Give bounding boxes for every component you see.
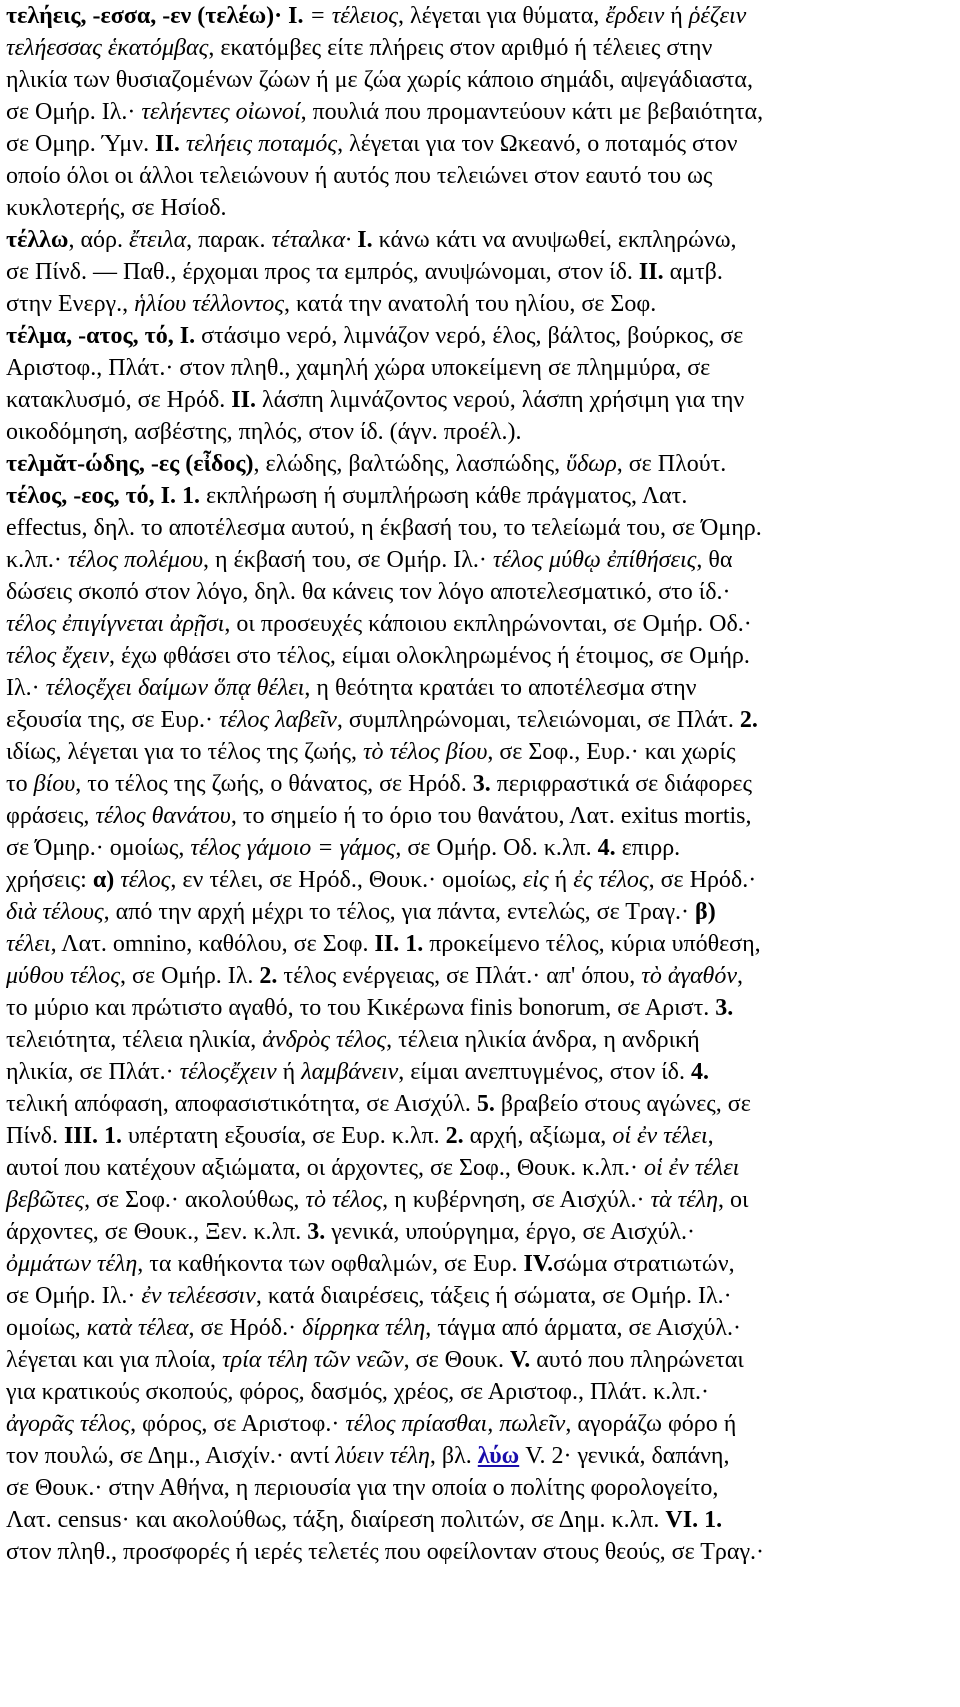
italic-quote: δίρρηκα τέλη: [302, 1315, 426, 1341]
bold-term: 4.: [597, 835, 616, 861]
bold-term: V.: [509, 1347, 531, 1373]
text-run: , οι: [717, 1187, 749, 1213]
text-run: , εν τέλει, σε Ηρόδ., Θουκ.· ομοίως,: [170, 867, 523, 893]
italic-quote: τέλει: [6, 931, 51, 957]
text-run: , σε Ομήρ. Ιλ.: [120, 963, 260, 989]
text-run: κ.λπ.·: [6, 547, 68, 573]
text-run: , το τέλος της ζωής, ο θάνατος, σε Ηρόδ.: [75, 771, 473, 797]
text-line: [6, 352, 960, 384]
text-line: [6, 1216, 960, 1248]
text-line: [6, 96, 960, 128]
text-run: περιφραστικά σε διάφορες: [490, 771, 752, 797]
text-run: εκπλήρωση ή συμπλήρωση κάθε πράγματος, Λατ.: [200, 483, 688, 509]
text-run: , αγοράζω φόρο ή: [565, 1411, 737, 1437]
text-run: , Λατ. omnino, καθόλου, σε Σοφ.: [50, 931, 375, 957]
italic-quote: ἔτειλα: [129, 227, 187, 253]
text-run: , παρακ.: [186, 227, 272, 253]
text-run: άρχοντες, σε Θουκ., Ξεν. κ.λπ.: [6, 1219, 308, 1245]
text-run: , λέγεται για τον Ωκεανό, ο ποταμός στον: [337, 131, 738, 157]
text-run: , σε Ηρόδ.·: [188, 1315, 303, 1341]
text-line: [6, 64, 960, 96]
italic-quote: τέλος θανάτου: [95, 803, 231, 829]
text-run: , τάγμα από άρματα, σε Αισχύλ.·: [425, 1315, 742, 1341]
bold-term: τελήεις, -εσσα, -εν (τελέω)·: [6, 3, 289, 29]
bold-term: 2.: [259, 963, 278, 989]
text-run: , αόρ.: [68, 227, 129, 253]
italic-quote: ὀμμάτων τέλη: [6, 1251, 138, 1277]
text-run: το: [6, 771, 34, 797]
text-run: , το σημείο ή το όριο του θανάτου, Λατ. exitus mortis,: [230, 803, 752, 829]
text-run: επιρρ.: [615, 835, 681, 861]
italic-quote: τελήεις ποταμός: [185, 131, 338, 157]
text-run: V. 2· γενικά, δαπάνη,: [519, 1443, 730, 1469]
italic-quote: τέλοςἔχειν: [179, 1059, 277, 1085]
text-run: , βλ.: [429, 1443, 478, 1469]
italic-quote: τέλος λαβεῖν: [218, 707, 337, 733]
text-line: [6, 32, 960, 64]
text-run: ομοίως,: [6, 1315, 87, 1341]
text-run: , η έκβασή του, σε Ομήρ. Ιλ.·: [202, 547, 493, 573]
text-run: Αριστοφ., Πλάτ.· στον πληθ., χαμηλή χώρα υποκείμενη σε πλημμύρα, σε: [6, 355, 711, 381]
italic-quote: ῥέζειν: [688, 3, 747, 29]
text-run: αυτό που πληρώνεται: [530, 1347, 744, 1373]
text-run: τελειότητα, τέλεια ηλικία,: [6, 1027, 263, 1053]
text-run: κάνω κάτι να ανυψωθεί, εκπληρώνω,: [372, 227, 737, 253]
text-line: [6, 1280, 960, 1312]
text-line: [6, 704, 960, 736]
text-run: , κατά διαιρέσεις, τάξεις ή σώματα, σε Ομήρ. Ιλ.·: [255, 1283, 732, 1309]
text-run: ή: [276, 1059, 302, 1085]
bold-term: ΙΙ.: [155, 131, 180, 157]
text-line: [6, 1088, 960, 1120]
text-run: τέλος ενέργειας, σε Πλάτ.· απ' όπου,: [277, 963, 642, 989]
text-line: [6, 160, 960, 192]
text-run: δώσεις σκοπό στον λόγο, δηλ. θα κάνεις τον λόγο αποτελεσματικό, στο ίδ.·: [6, 579, 731, 605]
text-line: [6, 1312, 960, 1344]
italic-quote: τὸ τέλος: [305, 1187, 383, 1213]
text-line: [6, 960, 960, 992]
text-run: οποίο όλοι οι άλλοι τελειώνουν ή αυτός που τελειώνει στον εαυτό του ως: [6, 163, 713, 189]
italic-quote: τελήεντες οἰωνοί: [141, 99, 301, 125]
text-line: [6, 1024, 960, 1056]
bold-term: IV.: [523, 1251, 554, 1277]
bold-term: β): [695, 899, 716, 925]
text-run: , ελώδης, βαλτώδης, λασπώδης,: [253, 451, 567, 477]
text-run: , είμαι ανεπτυγμένος, στον ίδ.: [398, 1059, 691, 1085]
italic-quote: τέλος ἐπιγίγνεται ἀρῇσι: [6, 611, 225, 637]
bold-term: τέλμα, -ατος, τό, Ι.: [6, 323, 196, 349]
text-run: ,: [736, 963, 743, 989]
text-line: [6, 800, 960, 832]
text-run: ,: [707, 1123, 714, 1149]
bold-term: 3.: [472, 771, 491, 797]
italic-quote: λαμβάνειν: [301, 1059, 399, 1085]
text-run: , φόρος, σε Αριστοφ.·: [130, 1411, 346, 1437]
italic-quote: τέταλκα·: [271, 227, 352, 253]
bold-term: ΙΙ.: [638, 259, 664, 285]
text-line: [6, 896, 960, 928]
italic-quote: λύειν τέλη: [335, 1443, 430, 1469]
bold-term: 2.: [739, 707, 758, 733]
text-run: λάσπη λιμνάζοντος νερού, λάσπη χρήσιμη για την: [255, 387, 745, 413]
italic-quote: τέλος ἔχειν: [6, 643, 109, 669]
italic-quote: τὸ τέλος βίου: [362, 739, 488, 765]
italic-quote: τέλος: [120, 867, 171, 893]
text-run: αμτβ.: [663, 259, 723, 285]
italic-quote: εἰς: [522, 867, 549, 893]
text-line: [6, 416, 960, 448]
text-line: [6, 1504, 960, 1536]
dictionary-entry-text: [6, 0, 960, 1568]
bold-term: 3.: [307, 1219, 326, 1245]
text-line: [6, 1248, 960, 1280]
text-run: κατακλυσμό, σε Ηρόδ.: [6, 387, 232, 413]
text-run: Ιλ.·: [6, 675, 46, 701]
text-run: τελική απόφαση, αποφασιστικότητα, σε Αισχύλ.: [6, 1091, 477, 1117]
text-run: σε Θουκ.· στην Αθήνα, η περιουσία για την οποία ο πολίτης φορολογείτο,: [6, 1475, 719, 1501]
bold-term: ΙΙ. 1.: [374, 931, 424, 957]
italic-quote: οἱ ἐν τέλει: [643, 1155, 740, 1181]
bold-term: τέλος, -εος, τό, Ι. 1.: [6, 483, 201, 509]
text-run: , έχω φθάσει στο τέλος, είμαι ολοκληρωμένος ή έτοιμος, σε Ομήρ.: [108, 643, 750, 669]
text-run: αρχή, αξίωμα,: [463, 1123, 613, 1149]
italic-quote: ἐν τελέεσσιν: [141, 1283, 256, 1309]
text-line: [6, 928, 960, 960]
text-line: [6, 608, 960, 640]
italic-quote: ἀγορᾶς τέλος: [6, 1411, 131, 1437]
italic-quote: διὰ τέλους: [6, 899, 104, 925]
text-line: [6, 1408, 960, 1440]
text-run: σε Πίνδ. — Παθ., έρχομαι προς τα εμπρός, ανυψώνομαι, στον ίδ.: [6, 259, 639, 285]
text-run: , πουλιά που προμαντεύουν κάτι με βεβαιότητα,: [300, 99, 764, 125]
text-run: σε Ομήρ. Ιλ.·: [6, 1283, 142, 1309]
italic-quote: ἔρδειν: [605, 3, 665, 29]
text-line: [6, 672, 960, 704]
text-run: , κατά την ανατολή του ηλίου, σε Σοφ.: [283, 291, 657, 317]
text-line: [6, 1056, 960, 1088]
text-run: λέγεται και για πλοία,: [6, 1347, 222, 1373]
bold-term: Ι.: [357, 227, 373, 253]
text-line: [6, 288, 960, 320]
text-run: προκείμενο τέλος, κύρια υπόθεση,: [423, 931, 761, 957]
italic-quote: τὸ ἀγαθόν: [641, 963, 737, 989]
text-line: [6, 320, 960, 352]
text-line: [6, 128, 960, 160]
text-run: σε Ομηρ. Ύμν.: [6, 131, 156, 157]
text-run: στον πληθ., προσφορές ή ιερές τελετές που οφείλονταν στους θεούς, σε Τραγ.·: [6, 1539, 765, 1565]
text-run: ή: [548, 867, 574, 893]
text-line: [6, 832, 960, 864]
text-run: , συμπληρώνομαι, τελειώνομαι, σε Πλάτ.: [336, 707, 740, 733]
text-run: Πίνδ.: [6, 1123, 64, 1149]
text-run: τον πουλώ, σε Δημ., Αισχίν.· αντί: [6, 1443, 336, 1469]
text-line: [6, 1152, 960, 1184]
bold-term: 4.: [690, 1059, 709, 1085]
text-run: , θα: [696, 547, 733, 573]
text-line: [6, 640, 960, 672]
italic-quote: οἱ ἐν τέλει: [612, 1123, 708, 1149]
bold-term: 3.: [715, 995, 734, 1021]
italic-quote: ὕδωρ: [566, 451, 617, 477]
text-line: [6, 480, 960, 512]
bold-term: VI. 1.: [665, 1507, 723, 1533]
text-run: , από την αρχή μέχρι το τέλος, για πάντα, εντελώς, σε Τραγ.·: [103, 899, 696, 925]
cross-reference-link[interactable]: λύω: [477, 1443, 520, 1469]
text-run: οικοδόμηση, ασβέστης, πηλός, στον ίδ. (άγν. προέλ.).: [6, 419, 522, 445]
italic-quote: τρία τέλη τῶν νεῶν: [222, 1347, 404, 1373]
text-line: [6, 256, 960, 288]
text-run: , εκατόμβες είτε πλήρεις στον αριθμό ή τέλειες στην: [208, 35, 713, 61]
text-run: , σε Ηρόδ.·: [648, 867, 757, 893]
text-line: [6, 768, 960, 800]
italic-quote: τέλος γάμοιο = γάμος: [190, 835, 396, 861]
text-line: [6, 1376, 960, 1408]
italic-quote: ἡλίου τέλλοντος: [134, 291, 284, 317]
text-line: [6, 864, 960, 896]
bold-term: 5.: [476, 1091, 495, 1117]
italic-quote: βίου: [33, 771, 76, 797]
text-run: σε Όμηρ.· ομοίως,: [6, 835, 191, 861]
text-run: εξουσία της, σε Ευρ.·: [6, 707, 219, 733]
text-run: , η θεότητα κρατάει το αποτέλεσμα στην: [304, 675, 697, 701]
italic-quote: = τέλειος: [303, 3, 399, 29]
text-run: ιδίως, λέγεται για το τέλος της ζωής,: [6, 739, 363, 765]
italic-quote: ἀνδρὸς τέλος: [262, 1027, 387, 1053]
text-run: ηλικία των θυσιαζομένων ζώων ή με ζώα χωρίς κάποιο σημάδι, αψεγάδιαστα,: [6, 67, 753, 93]
text-line: [6, 1344, 960, 1376]
text-run: υπέρτατη εξουσία, σε Ευρ. κ.λπ.: [121, 1123, 446, 1149]
text-line: [6, 1440, 960, 1472]
text-run: χρήσεις:: [6, 867, 93, 893]
text-line: [6, 1536, 960, 1568]
text-line: [6, 576, 960, 608]
text-run: , σε Σοφ.· ακολούθως,: [84, 1187, 306, 1213]
bold-term: ΙΙΙ. 1.: [63, 1123, 122, 1149]
text-run: , σε Θουκ.: [403, 1347, 510, 1373]
text-run: , λέγεται για θύματα,: [398, 3, 606, 29]
italic-quote: τελήεσσας ἑκατόμβας: [6, 35, 209, 61]
text-line: [6, 384, 960, 416]
bold-term: ΙΙ.: [231, 387, 256, 413]
text-run: , τέλεια ηλικία άνδρα, η ανδρική: [386, 1027, 700, 1053]
italic-quote: τέλος μύθῳ ἐπίθήσεις: [492, 547, 697, 573]
text-run: , οι προσευχές κάποιου εκπληρώνονται, σε Ομήρ. Οδ.·: [224, 611, 752, 637]
text-line: [6, 0, 960, 32]
italic-quote: τὰ τέλη: [650, 1187, 718, 1213]
text-line: [6, 224, 960, 256]
text-line: [6, 1472, 960, 1504]
italic-quote: τέλος πολέμου: [67, 547, 203, 573]
bold-term: τελμᾰτ-ώδης, -ες (εἶδος): [6, 451, 254, 477]
text-run: ή: [664, 3, 689, 29]
text-run: στην Ενεργ.,: [6, 291, 135, 317]
text-run: , σε Ομήρ. Οδ. κ.λπ.: [395, 835, 598, 861]
text-line: [6, 448, 960, 480]
text-line: [6, 544, 960, 576]
italic-quote: μύθου τέλος: [6, 963, 121, 989]
italic-quote: ἐς τέλος: [573, 867, 649, 893]
text-run: , η κυβέρνηση, σε Αισχύλ.·: [382, 1187, 651, 1213]
text-run: , σε Σοφ., Ευρ.· και χωρίς: [487, 739, 736, 765]
bold-term: 2.: [445, 1123, 464, 1149]
text-line: [6, 192, 960, 224]
italic-quote: τέλοςἔχει δαίμων ὅπᾳ θέλει: [45, 675, 305, 701]
text-run: φράσεις,: [6, 803, 96, 829]
text-line: [6, 1120, 960, 1152]
text-run: , τα καθήκοντα των οφθαλμών, σε Ευρ.: [137, 1251, 524, 1277]
italic-quote: τέλος πρίασθαι, πωλεῖν: [345, 1411, 566, 1437]
italic-quote: βεβῶτες: [6, 1187, 85, 1213]
text-line: [6, 736, 960, 768]
bold-term: α): [92, 867, 115, 893]
bold-term: Ι.: [288, 3, 304, 29]
text-run: κυκλοτερής, σε Ησίοδ.: [6, 195, 227, 221]
text-line: [6, 1184, 960, 1216]
text-run: αυτοί που κατέχουν αξιώματα, οι άρχοντες, σε Σοφ., Θουκ. κ.λπ.·: [6, 1155, 644, 1181]
text-line: [6, 512, 960, 544]
text-run: effectus, δηλ. το αποτέλεσμα αυτού, η έκβασή του, το τελείωμά του, σε Όμηρ.: [6, 515, 762, 541]
text-run: ηλικία, σε Πλάτ.·: [6, 1059, 180, 1085]
text-run: στάσιμο νερό, λιμνάζον νερό, έλος, βάλτος, βούρκος, σε: [195, 323, 744, 349]
text-line: [6, 992, 960, 1024]
text-run: σώμα στρατιωτών,: [553, 1251, 735, 1277]
text-run: γενικά, υπούργημα, έργο, σε Αισχύλ.·: [325, 1219, 696, 1245]
italic-quote: κατὰ τέλεα: [86, 1315, 189, 1341]
text-run: βραβείο στους αγώνες, σε: [494, 1091, 751, 1117]
text-run: σε Ομήρ. Ιλ.·: [6, 99, 142, 125]
text-run: Λατ. census· και ακολούθως, τάξη, διαίρεση πολιτών, σε Δημ. κ.λπ.: [6, 1507, 666, 1533]
text-run: , σε Πλούτ.: [616, 451, 727, 477]
text-run: για κρατικούς σκοπούς, φόρος, δασμός, χρέος, σε Αριστοφ., Πλάτ. κ.λπ.·: [6, 1379, 709, 1405]
text-run: το μύριο και πρώτιστο αγαθό, το του Κικέρωνα finis bonorum, σε Αριστ.: [6, 995, 716, 1021]
bold-term: τέλλω: [6, 227, 69, 253]
